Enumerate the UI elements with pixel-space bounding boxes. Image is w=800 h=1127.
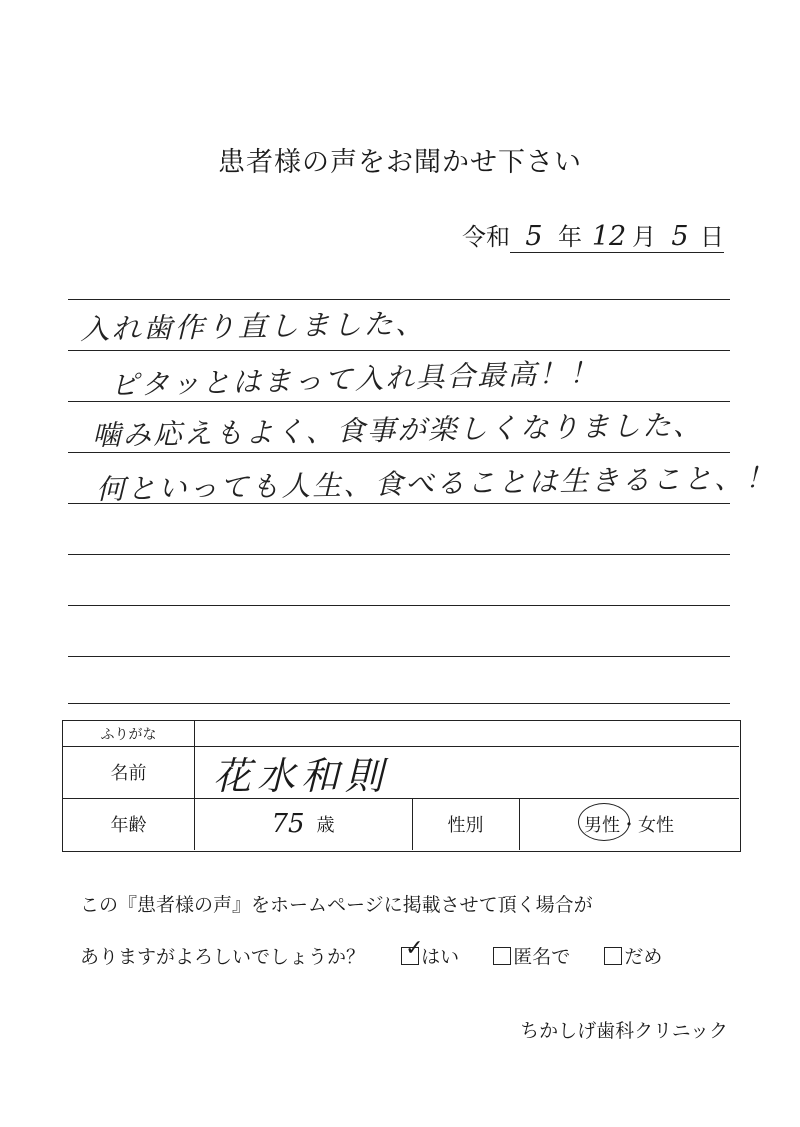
comment-line: ピタッとはまって入れ具合最高！！ <box>109 356 600 402</box>
clinic-name: ちかしげ歯科クリニック <box>520 1020 728 1042</box>
ruled-line <box>68 299 730 300</box>
gender-male-option <box>584 811 620 837</box>
date-day-unit: 日 <box>700 223 724 251</box>
ruled-line <box>68 605 730 606</box>
gender-field <box>519 798 739 850</box>
date-line <box>462 217 724 253</box>
date-day: 5 <box>671 221 689 252</box>
date-year: 5 <box>525 221 543 252</box>
ruled-line <box>68 656 730 657</box>
consent-option-no[interactable] <box>604 946 662 968</box>
furigana-field <box>194 721 739 746</box>
checkbox-no[interactable] <box>604 947 622 965</box>
page-title: 患者様の声をお聞かせ下さい <box>218 147 582 178</box>
consent-question-line-1: この『患者様の声』をホームページに掲載させて頂く場合が <box>80 894 593 916</box>
date-month-unit: 月 <box>632 223 656 251</box>
date-year-unit: 年 <box>558 223 582 251</box>
consent-question-text: ありますがよろしいでしょうか？ <box>80 946 366 968</box>
date-month: 12 <box>591 221 627 252</box>
gender-male: 男性 <box>584 815 620 836</box>
age-unit: 歳 <box>316 815 335 836</box>
option-no-label: だめ <box>624 946 663 968</box>
ruled-line <box>68 554 730 555</box>
comment-line: 何といっても人生、食べることは生きること、！ <box>95 461 777 506</box>
ruled-line <box>68 350 730 351</box>
option-yes-label: はい <box>421 946 460 968</box>
consent-option-yes[interactable] <box>401 936 460 968</box>
comment-line: 噛み応えもよく、食事が楽しくなりました、 <box>91 408 704 452</box>
option-anonymous-label: 匿名で <box>513 946 571 968</box>
checkbox-yes[interactable] <box>401 936 424 965</box>
date-era: 令和 <box>462 223 510 251</box>
gender-separator: ・ <box>620 815 638 836</box>
age-field <box>194 798 412 850</box>
consent-question-line-2 <box>80 936 663 969</box>
ruled-line <box>68 703 730 704</box>
gender-label: 性別 <box>447 815 484 836</box>
selection-circle <box>578 803 630 841</box>
age-label: 年齢 <box>110 815 147 836</box>
comment-line: 入れ歯作り直しました、 <box>79 306 427 346</box>
check-mark-icon: ✓ <box>405 936 424 961</box>
consent-option-anonymous[interactable] <box>493 946 570 968</box>
checkbox-anonymous[interactable] <box>493 947 511 965</box>
name-label: 名前 <box>110 763 147 784</box>
patient-info-table <box>62 720 741 852</box>
age-value: 75 <box>271 809 305 839</box>
name-field: 花水和則 <box>213 753 390 798</box>
gender-female: 女性 <box>638 815 674 836</box>
furigana-label: ふりがな <box>100 726 157 743</box>
